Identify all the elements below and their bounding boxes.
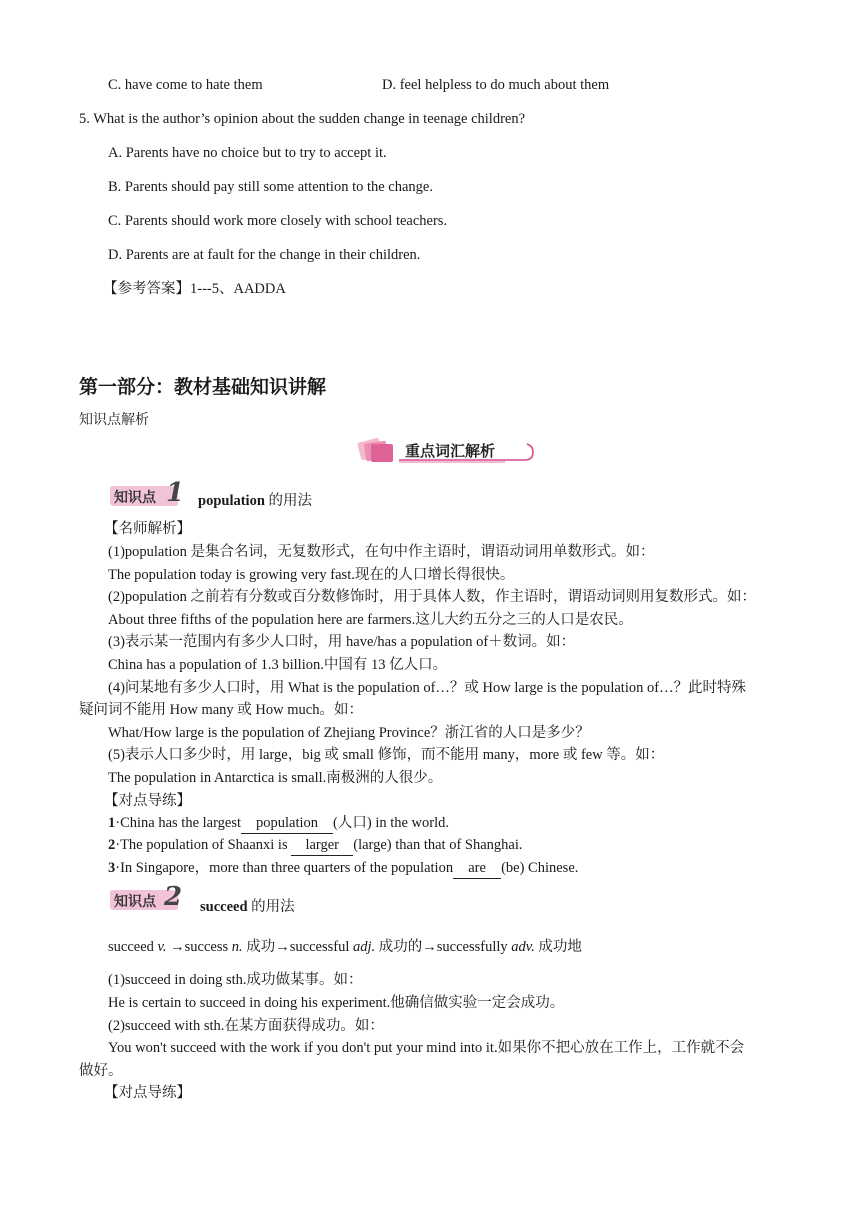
exercise-1 [108, 813, 449, 834]
q5-option-b: B. Parents should pay still some attention to the change. [108, 179, 433, 195]
exercise-number: 3 [108, 860, 116, 876]
knowledge-point-title [198, 489, 312, 510]
analysis-line-4: About three fifths of the population here are farmers.这儿大约五分之三的人口是农民。 [108, 612, 633, 628]
practice-header: 【对点导练】 [104, 793, 191, 809]
part-of-speech: adv. [511, 939, 535, 955]
exercise-text: ·The population of Shaanxi is [115, 837, 292, 853]
analysis-line-10: (5)表示人口多少时，用 large，big 或 small 修饰，而不能用 many，more 或 few 等。如： [108, 747, 665, 763]
exercise-3 [108, 858, 578, 879]
kp-title-word: population [198, 493, 265, 509]
analysis-line-6: China has a population of 1.3 billion.中国有 13 亿人口。 [108, 657, 448, 673]
word-forms-line [108, 937, 582, 957]
knowledge-point-number: 2 [164, 882, 183, 912]
usage-line-1: (1)succeed in doing sth.成功做某事。如： [108, 972, 363, 988]
word-form: 成功的→successfully [375, 939, 512, 955]
analysis-line-1: (1)population 是集合名词，无复数形式，在句中作主语时，谓语动词用单数形式。如： [108, 544, 655, 560]
kp-title-word: succeed [200, 899, 248, 915]
section-title: 第一部分：教材基础知识讲解 [79, 376, 327, 398]
q5-option-d: D. Parents are at fault for the change in their children. [108, 247, 421, 263]
section-subtitle: 知识点解析 [79, 412, 149, 428]
exercise-text: (be) Chinese. [501, 860, 579, 876]
word-form: 成功地 [534, 939, 582, 955]
exercise-2 [108, 835, 522, 856]
usage-line-3: (2)succeed with sth.在某方面获得成功。如： [108, 1018, 384, 1034]
usage-line-2: He is certain to succeed in doing his experiment.他确信做实验一定会成功。 [108, 995, 565, 1011]
vocab-banner-title: 重点词汇解析 [405, 442, 496, 460]
analysis-line-5: (3)表示某一范围内有多少人口时，用 have/has a population of＋数词。如： [108, 634, 576, 650]
usage-line-5: 做好。 [79, 1063, 123, 1079]
kp-title-rest: 的用法 [264, 493, 313, 509]
exercise-number: 2 [108, 837, 116, 853]
exercise-number: 1 [108, 815, 116, 831]
word-form: succeed [108, 939, 158, 955]
knowledge-point-label: 知识点 [114, 490, 156, 506]
part-of-speech: n. [231, 939, 243, 955]
analysis-line-7: (4)问某地有多少人口时，用 What is the population of…？或 How large is the population of…？此时特殊 [108, 680, 747, 696]
kp-title-rest: 的用法 [247, 899, 295, 915]
answer-key: 【参考答案】1---5、AADDA [103, 281, 286, 297]
q5-option-c: C. Parents should work more closely with school teachers. [108, 213, 448, 229]
knowledge-point-label: 知识点 [114, 894, 156, 910]
q4-option-c: C. have come to hate them [108, 77, 263, 93]
answer-blank[interactable]: are [453, 858, 501, 879]
part-of-speech: v. [157, 939, 167, 955]
analysis-line-2: The population today is growing very fast.现在的人口增长得很快。 [108, 567, 515, 583]
answer-blank[interactable]: population [241, 813, 333, 834]
usage-line-4: You won't succeed with the work if you don't put your mind into it.如果你不把心放在工作上，工作就不会 [108, 1040, 745, 1056]
q5-stem: 5. What is the author’s opinion about the sudden change in teenage children? [79, 111, 526, 127]
q5-option-a: A. Parents have no choice but to try to accept it. [108, 145, 387, 161]
book-stack-icon [357, 437, 393, 462]
analysis-header: 【名师解析】 [104, 521, 191, 537]
word-form: 成功→successful [242, 939, 353, 955]
word-form: →success [166, 939, 232, 955]
practice-header: 【对点导练】 [104, 1085, 191, 1101]
exercise-text: ·China has the largest [115, 815, 242, 831]
part-of-speech: adj. [352, 939, 376, 955]
knowledge-point-number: 1 [166, 478, 185, 508]
analysis-line-11: The population in Antarctica is small.南极洲的人很少。 [108, 770, 443, 786]
knowledge-point-title [200, 895, 295, 916]
exercise-text: (large) than that of Shanghai. [353, 837, 523, 853]
q4-option-d: D. feel helpless to do much about them [382, 77, 610, 93]
exercise-text: (人口) in the world. [333, 815, 450, 831]
answer-blank[interactable]: larger [291, 835, 353, 856]
analysis-line-3: (2)population 之前若有分数或百分数修饰时，用于具体人数，作主语时，谓语动词则用复数形式。如： [108, 589, 757, 605]
exercise-text: ·In Singapore，more than three quarters of the population [115, 860, 454, 876]
analysis-line-9: What/How large is the population of Zhejiang Province？浙江省的人口是多少？ [108, 725, 590, 741]
analysis-line-8: 疑问词不能用 How many 或 How much。如： [79, 702, 363, 718]
